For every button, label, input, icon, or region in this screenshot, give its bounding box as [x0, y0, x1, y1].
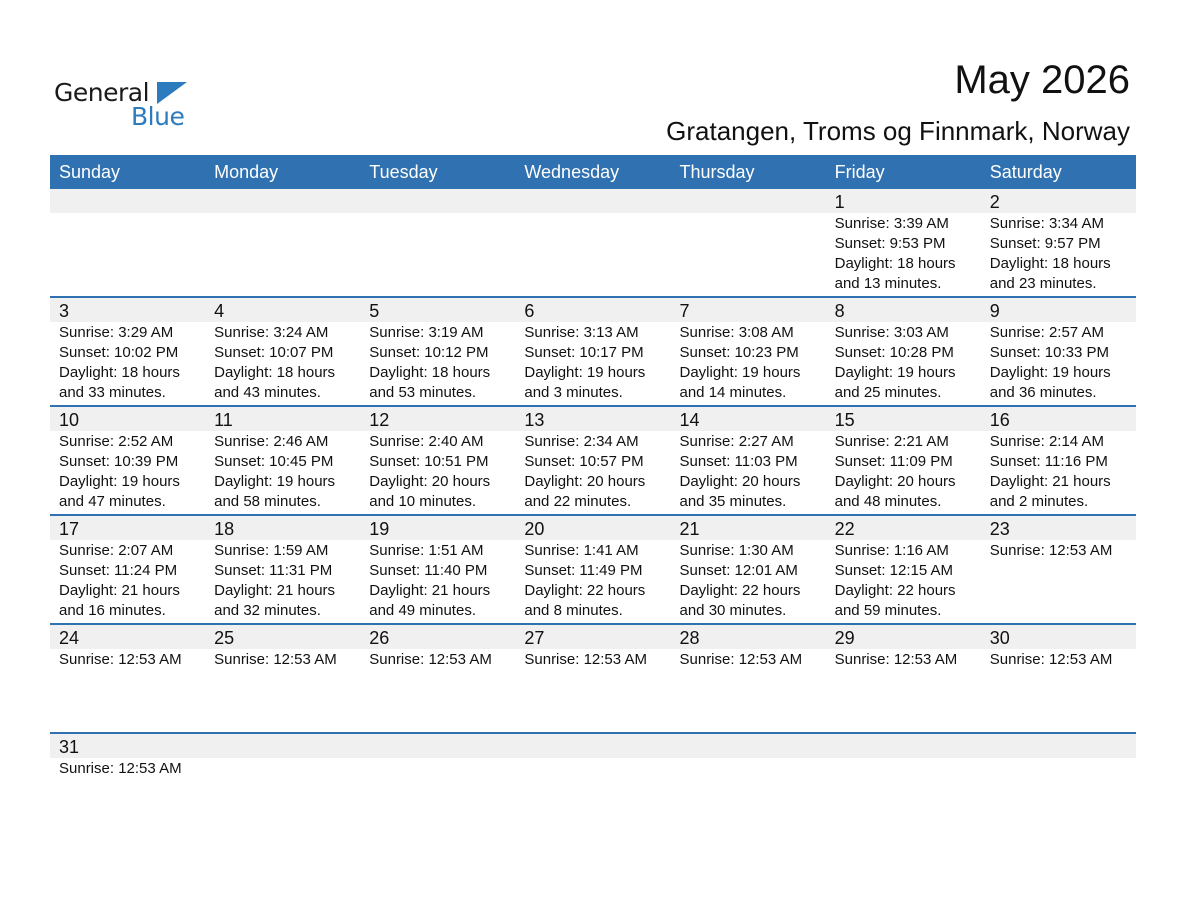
sunset-text: Sunset: 12:15 AM [834, 562, 954, 579]
generalblue-logo [54, 76, 194, 132]
daylight-text: and 32 minutes. [214, 602, 321, 619]
page-title: May 2026 [954, 58, 1130, 102]
day-cell [826, 540, 981, 623]
daylight-text: and 53 minutes. [369, 384, 476, 401]
sunrise-text: Sunrise: 1:16 AM [834, 542, 949, 559]
week-row [50, 296, 1136, 405]
day-number: 14 [679, 410, 700, 430]
sunrise-text: Sunrise: 3:19 AM [369, 324, 484, 341]
daylight-text: Daylight: 21 hours [989, 473, 1111, 490]
week-row [50, 189, 1136, 296]
sunrise-text: Sunrise: 2:14 AM [989, 433, 1104, 450]
daylight-text: Daylight: 19 hours [679, 364, 801, 381]
day-cell [981, 213, 1136, 296]
day-number: 1 [834, 192, 845, 212]
logo-text-blue: Blue [131, 102, 185, 131]
sunset-text: Sunset: 10:23 PM [679, 344, 799, 361]
sunset-text: Sunset: 11:24 PM [59, 562, 178, 579]
date-bar [50, 625, 1136, 649]
sunrise-text: Sunrise: 1:30 AM [679, 542, 794, 559]
week-row [50, 732, 1136, 828]
daylight-text: and 49 minutes. [369, 602, 476, 619]
day-info-row [50, 540, 1136, 623]
sunset-text: Sunset: 11:16 PM [989, 453, 1108, 470]
sunrise-text: Sunrise: 12:53 AM [214, 651, 337, 668]
daylight-text: and 58 minutes. [214, 493, 321, 510]
day-cell [360, 322, 515, 405]
daylight-text: and 48 minutes. [834, 493, 942, 510]
day-cell [515, 322, 670, 405]
sunrise-text: Sunrise: 12:53 AM [834, 651, 958, 668]
day-cell [360, 649, 515, 732]
day-number [515, 189, 670, 213]
sunset-text: Sunset: 10:07 PM [214, 344, 334, 361]
day-number: 26 [369, 628, 390, 648]
day-info-row [50, 649, 1136, 732]
daylight-text: Daylight: 19 hours [524, 364, 646, 381]
daylight-text: and 13 minutes. [834, 275, 942, 292]
day-number: 27 [524, 628, 545, 648]
day-number: 24 [59, 628, 80, 648]
day-cell [50, 322, 205, 405]
daylight-text: Daylight: 20 hours [524, 473, 646, 490]
day-number: 22 [834, 519, 855, 539]
day-number: 25 [214, 628, 235, 648]
daylight-text: and 2 minutes. [989, 493, 1089, 510]
day-number: 10 [59, 410, 80, 430]
daylight-text: and 43 minutes. [214, 384, 321, 401]
sunrise-text: Sunrise: 1:51 AM [369, 542, 484, 559]
day-number: 19 [369, 519, 390, 539]
day-number: 29 [834, 628, 855, 648]
day-cell [671, 322, 826, 405]
date-bar [50, 189, 1136, 213]
weekday-wednesday: Wednesday [524, 162, 620, 182]
day-number: 3 [59, 301, 70, 321]
day-cell [50, 540, 205, 623]
daylight-text: Daylight: 18 hours [214, 364, 336, 381]
day-number: 16 [989, 410, 1010, 430]
daylight-text: and 59 minutes. [834, 602, 942, 619]
daylight-text: Daylight: 18 hours [369, 364, 491, 381]
day-number: 8 [834, 301, 845, 321]
sunrise-text: Sunrise: 2:46 AM [214, 433, 329, 450]
sunset-text: Sunset: 11:31 PM [214, 562, 333, 579]
logo-triangle-icon [157, 82, 187, 104]
daylight-text: Daylight: 19 hours [989, 364, 1111, 381]
sunrise-text: Sunrise: 3:39 AM [834, 215, 949, 232]
sunrise-text: Sunrise: 3:08 AM [679, 324, 794, 341]
day-number: 28 [679, 628, 700, 648]
day-number [360, 189, 515, 213]
sunrise-text: Sunrise: 2:27 AM [679, 433, 794, 450]
sunset-text: Sunset: 12:01 AM [679, 562, 798, 579]
sunset-text: Sunset: 11:49 PM [524, 562, 643, 579]
day-cell [515, 758, 670, 828]
week-row [50, 623, 1136, 732]
day-cell [671, 758, 826, 828]
sunset-text: Sunset: 10:02 PM [59, 344, 179, 361]
weeks-container [50, 189, 1136, 828]
sunset-text: Sunset: 10:45 PM [214, 453, 334, 470]
day-cell [360, 213, 515, 296]
day-number: 31 [59, 737, 80, 757]
week-row [50, 405, 1136, 514]
day-cell [981, 649, 1136, 732]
day-number: 21 [679, 519, 700, 539]
calendar-grid [50, 155, 1136, 828]
sunrise-text: Sunrise: 3:13 AM [524, 324, 639, 341]
day-number [205, 734, 360, 758]
day-info-row [50, 758, 1136, 828]
day-cell [981, 431, 1136, 514]
day-number [671, 189, 826, 213]
day-cell [205, 649, 360, 732]
day-cell [671, 213, 826, 296]
daylight-text: and 14 minutes. [679, 384, 787, 401]
daylight-text: Daylight: 20 hours [834, 473, 956, 490]
day-cell [205, 322, 360, 405]
day-number: 2 [989, 192, 1000, 212]
sunset-text: Sunset: 10:28 PM [834, 344, 954, 361]
daylight-text: and 36 minutes. [989, 384, 1097, 401]
day-number [826, 734, 981, 758]
day-cell [515, 213, 670, 296]
date-bar [50, 516, 1136, 540]
day-cell [981, 540, 1136, 623]
sunset-text: Sunset: 11:40 PM [369, 562, 488, 579]
date-bar [50, 734, 1136, 758]
weekday-tuesday: Tuesday [369, 162, 438, 182]
daylight-text: Daylight: 20 hours [369, 473, 491, 490]
sunrise-text: Sunrise: 12:53 AM [989, 651, 1113, 668]
day-number: 5 [369, 301, 380, 321]
day-number: 23 [989, 519, 1010, 539]
sunset-text: Sunset: 10:33 PM [989, 344, 1109, 361]
weekday-saturday: Saturday [989, 162, 1062, 182]
day-info-row [50, 213, 1136, 296]
daylight-text: Daylight: 18 hours [989, 255, 1111, 272]
sunrise-text: Sunrise: 3:29 AM [59, 324, 174, 341]
sunset-text: Sunset: 10:17 PM [524, 344, 644, 361]
day-cell [826, 758, 981, 828]
sunrise-text: Sunrise: 2:07 AM [59, 542, 174, 559]
day-cell [515, 649, 670, 732]
day-number: 9 [989, 301, 1000, 321]
day-number [671, 734, 826, 758]
daylight-text: and 47 minutes. [59, 493, 166, 510]
day-info-row [50, 322, 1136, 405]
daylight-text: and 16 minutes. [59, 602, 166, 619]
daylight-text: Daylight: 21 hours [369, 582, 491, 599]
daylight-text: Daylight: 22 hours [834, 582, 956, 599]
day-cell [205, 431, 360, 514]
daylight-text: and 30 minutes. [679, 602, 787, 619]
daylight-text: Daylight: 22 hours [524, 582, 646, 599]
day-number [515, 734, 670, 758]
day-cell [515, 431, 670, 514]
daylight-text: and 10 minutes. [369, 493, 476, 510]
day-cell [826, 431, 981, 514]
daylight-text: and 33 minutes. [59, 384, 166, 401]
sunrise-text: Sunrise: 12:53 AM [369, 651, 492, 668]
day-cell [360, 540, 515, 623]
sunset-text: Sunset: 9:57 PM [989, 235, 1101, 252]
sunset-text: Sunset: 11:03 PM [679, 453, 798, 470]
day-number: 15 [834, 410, 855, 430]
weekday-header [50, 155, 1136, 189]
sunset-text: Sunset: 9:53 PM [834, 235, 946, 252]
day-number [360, 734, 515, 758]
daylight-text: Daylight: 18 hours [834, 255, 956, 272]
day-number: 7 [679, 301, 690, 321]
logo-text-general: General [54, 78, 150, 107]
day-cell [671, 649, 826, 732]
sunrise-text: Sunrise: 1:59 AM [214, 542, 329, 559]
sunrise-text: Sunrise: 2:40 AM [369, 433, 484, 450]
sunrise-text: Sunrise: 1:41 AM [524, 542, 639, 559]
day-cell [826, 649, 981, 732]
daylight-text: and 8 minutes. [524, 602, 623, 619]
sunrise-text: Sunrise: 12:53 AM [524, 651, 647, 668]
day-cell [515, 540, 670, 623]
day-cell [360, 431, 515, 514]
sunrise-text: Sunrise: 12:53 AM [59, 651, 182, 668]
day-info-row [50, 431, 1136, 514]
daylight-text: and 35 minutes. [679, 493, 787, 510]
day-cell [981, 322, 1136, 405]
day-cell [826, 322, 981, 405]
daylight-text: and 22 minutes. [524, 493, 632, 510]
day-cell [205, 540, 360, 623]
weekday-thursday: Thursday [679, 162, 755, 182]
day-number: 12 [369, 410, 390, 430]
weekday-sunday: Sunday [59, 162, 121, 182]
daylight-text: Daylight: 19 hours [214, 473, 336, 490]
sunrise-text: Sunrise: 3:34 AM [989, 215, 1104, 232]
sunset-text: Sunset: 10:39 PM [59, 453, 179, 470]
sunrise-text: Sunrise: 2:21 AM [834, 433, 949, 450]
daylight-text: Daylight: 21 hours [59, 582, 180, 599]
day-cell [50, 431, 205, 514]
day-cell [981, 758, 1136, 828]
sunset-text: Sunset: 10:51 PM [369, 453, 489, 470]
daylight-text: and 3 minutes. [524, 384, 623, 401]
day-number: 6 [524, 301, 535, 321]
sunrise-text: Sunrise: 12:53 AM [59, 760, 182, 777]
daylight-text: and 25 minutes. [834, 384, 942, 401]
day-cell [826, 213, 981, 296]
sunrise-text: Sunrise: 3:03 AM [834, 324, 949, 341]
daylight-text: Daylight: 19 hours [59, 473, 180, 490]
day-cell [50, 758, 205, 828]
daylight-text: Daylight: 19 hours [834, 364, 956, 381]
sunrise-text: Sunrise: 2:34 AM [524, 433, 639, 450]
daylight-text: Daylight: 22 hours [679, 582, 801, 599]
day-number: 13 [524, 410, 545, 430]
sunrise-text: Sunrise: 2:52 AM [59, 433, 174, 450]
day-number: 18 [214, 519, 235, 539]
daylight-text: Daylight: 21 hours [214, 582, 336, 599]
day-cell [205, 758, 360, 828]
day-cell [671, 431, 826, 514]
day-cell [360, 758, 515, 828]
day-number [981, 734, 1136, 758]
sunrise-text: Sunrise: 3:24 AM [214, 324, 329, 341]
day-number: 30 [989, 628, 1010, 648]
day-number: 4 [214, 301, 225, 321]
day-number [50, 189, 205, 213]
daylight-text: and 23 minutes. [989, 275, 1097, 292]
week-row [50, 514, 1136, 623]
daylight-text: Daylight: 20 hours [679, 473, 801, 490]
day-number: 17 [59, 519, 80, 539]
location-subtitle: Gratangen, Troms og Finnmark, Norway [666, 116, 1130, 146]
day-cell [50, 213, 205, 296]
day-number: 20 [524, 519, 545, 539]
sunset-text: Sunset: 10:57 PM [524, 453, 644, 470]
date-bar [50, 298, 1136, 322]
weekday-friday: Friday [834, 162, 885, 182]
sunrise-text: Sunrise: 12:53 AM [989, 542, 1113, 559]
day-number [205, 189, 360, 213]
date-bar [50, 407, 1136, 431]
sunrise-text: Sunrise: 2:57 AM [989, 324, 1104, 341]
day-cell [50, 649, 205, 732]
sunset-text: Sunset: 10:12 PM [369, 344, 489, 361]
weekday-monday: Monday [214, 162, 279, 182]
day-cell [671, 540, 826, 623]
sunrise-text: Sunrise: 12:53 AM [679, 651, 803, 668]
day-cell [205, 213, 360, 296]
sunset-text: Sunset: 11:09 PM [834, 453, 953, 470]
daylight-text: Daylight: 18 hours [59, 364, 180, 381]
day-number: 11 [214, 410, 233, 430]
